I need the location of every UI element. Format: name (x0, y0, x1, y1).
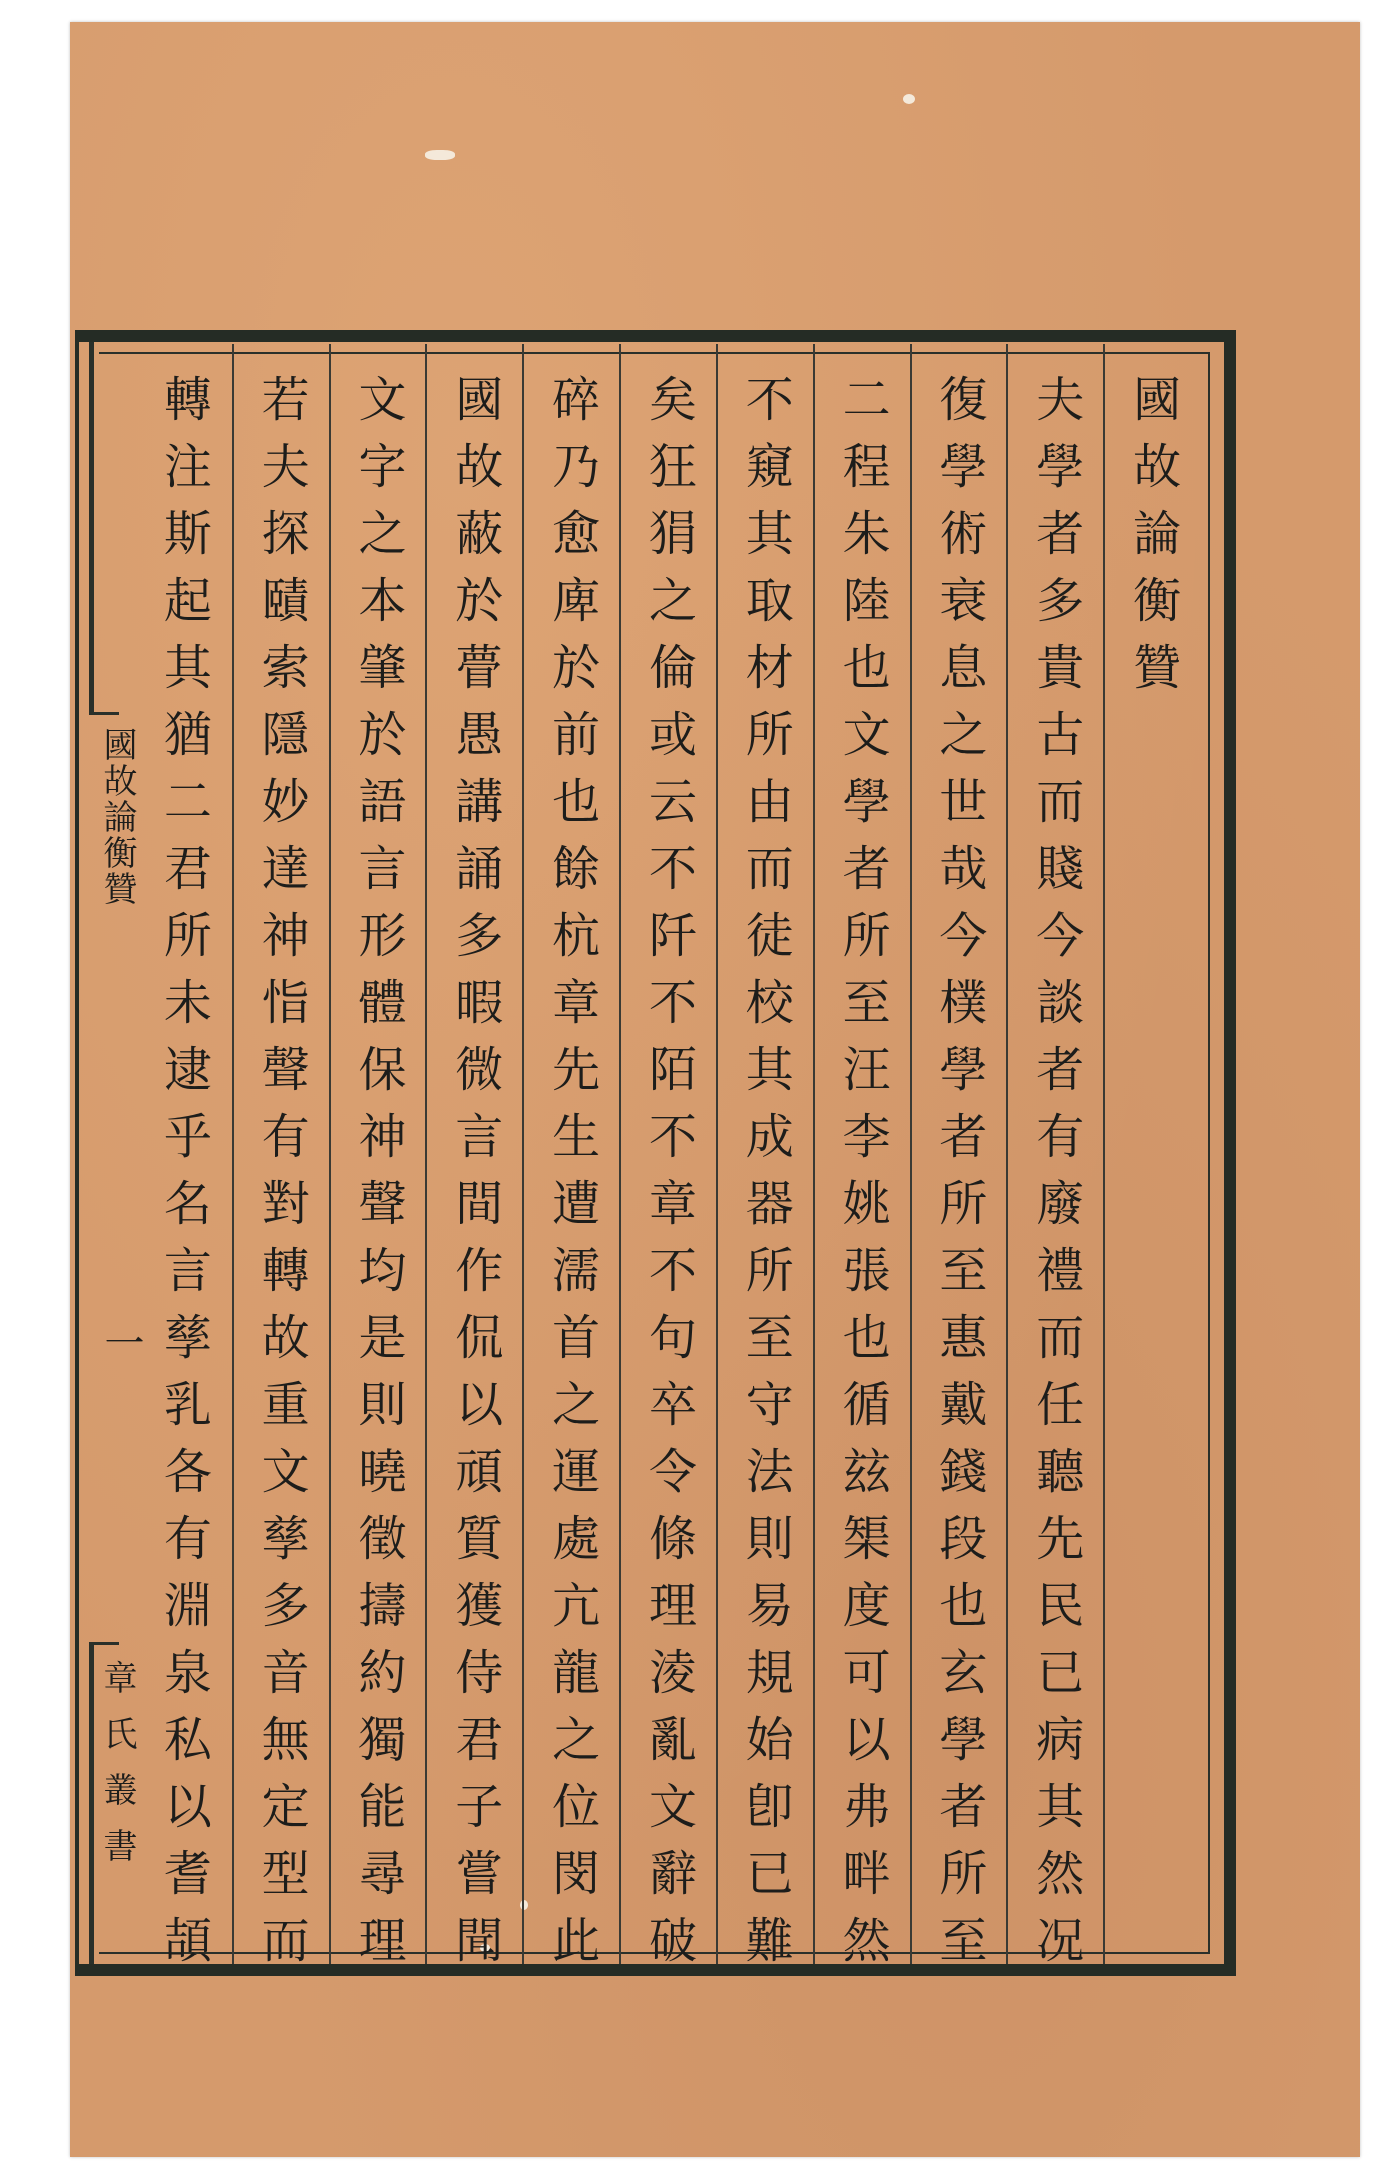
column-text: 復學術衰息之世哉今樸學者所至惠戴錢段也玄學者所至 (930, 374, 987, 1982)
column-text: 轉注斯起其猶二君所未逮乎名言孳乳各有淵泉私以耆頡 (155, 374, 212, 1982)
text-column (619, 344, 716, 1982)
text-columns (135, 344, 1200, 1982)
fore-edge-margin (75, 342, 144, 1964)
text-column (522, 344, 619, 1982)
text-column (910, 344, 1007, 1982)
text-column (232, 344, 329, 1982)
paper-spot (903, 94, 915, 104)
text-column (425, 344, 522, 1982)
column-text: 夫學者多貴古而賤今談者有廢禮而任聽先民已病其然况 (1027, 374, 1084, 1982)
column-text: 文字之本肇於語言形體保神聲均是則曉徵擣約獨能尋理 (349, 374, 406, 1982)
text-column (329, 344, 426, 1982)
text-column (1006, 344, 1103, 1982)
column-text: 國故蔽於瞢愚講誦多暇微言間作侃以頑質獲侍君子嘗聞 (446, 374, 503, 1982)
fish-tail-tick (89, 712, 119, 715)
column-text: 二程朱陸也文學者所至汪李姚張也循玆榘度可以弗畔然 (834, 374, 891, 1982)
paper-spot (425, 150, 455, 160)
margin-title: 國故論衡贊 (97, 727, 137, 907)
column-text: 碎乃愈庳於前也餘杭章先生遭濡首之運處亢龍之位閔此 (543, 374, 600, 1982)
column-text: 若夫探賾索隱妙達神恉聲有對轉故重文孳多音無定型而 (253, 374, 310, 1982)
margin-series-name: 章氏叢書 (97, 1660, 137, 1884)
text-column (813, 344, 910, 1982)
column-text: 不窺其取材所由而徒校其成器所至守法則易規始卽已難 (737, 374, 794, 1982)
text-column (716, 344, 813, 1982)
text-column (135, 344, 232, 1982)
page-title: 國故論衡贊 (1124, 374, 1181, 709)
margin-page-number: 一 (98, 1322, 144, 1362)
text-column (1103, 344, 1200, 1964)
fish-tail-bar-top (89, 342, 94, 712)
column-text: 矣狂狷之倫或云不阡不陌不章不句卒令條理淩亂文辭破 (640, 374, 697, 1982)
